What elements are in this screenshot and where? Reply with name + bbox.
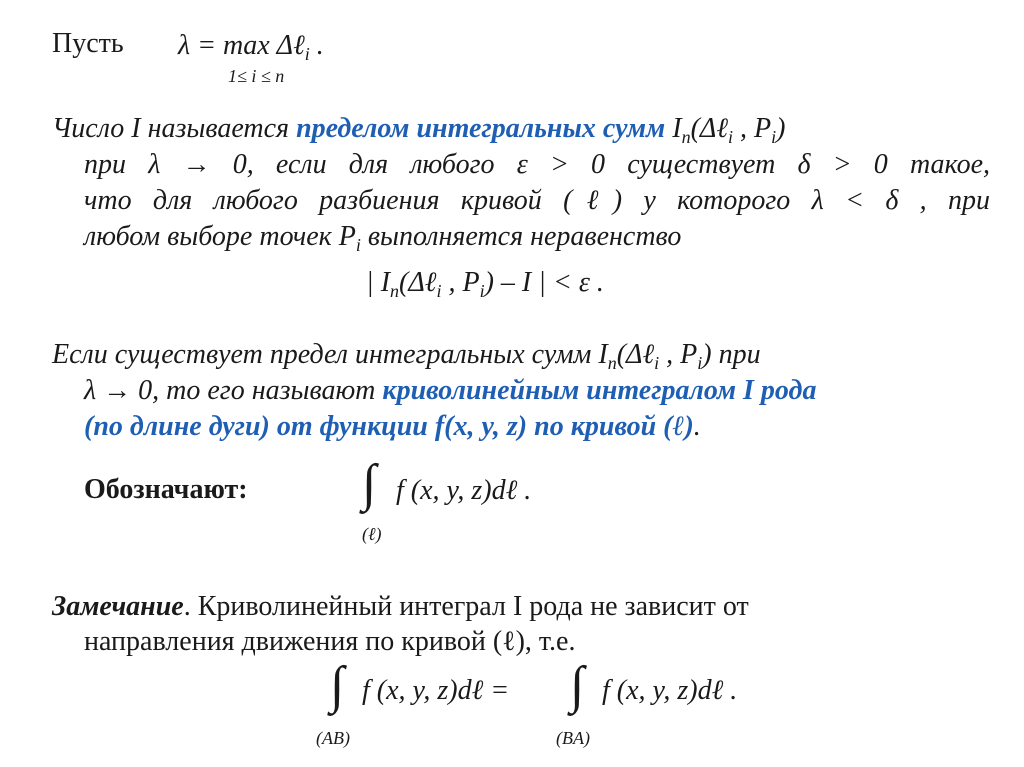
remark-title: Замечание bbox=[52, 591, 184, 622]
inequality-text: выполняется неравенство bbox=[360, 221, 682, 252]
integral-def-text: λ → 0, то его называют bbox=[84, 375, 383, 406]
notation-under: (ℓ) bbox=[362, 524, 382, 544]
definition-line-4 bbox=[84, 220, 681, 262]
inequality-formula bbox=[366, 266, 604, 308]
formula-sub-i: i bbox=[304, 44, 310, 64]
sub-n: n bbox=[607, 353, 617, 373]
sum-symbol: I bbox=[665, 113, 682, 144]
p-symbol: , P bbox=[441, 267, 480, 298]
sub-pi: i bbox=[479, 281, 485, 301]
sub-i: i bbox=[654, 353, 660, 373]
sub-i: i bbox=[436, 281, 442, 301]
notation-integrand: f (x, y, z)dℓ . bbox=[396, 475, 532, 506]
integral-def-line-3 bbox=[84, 410, 701, 444]
points-text: любом выборе точек P bbox=[84, 221, 356, 252]
integral-def-text: Если существует предел интегральных сумм I bbox=[52, 339, 608, 370]
abs-open: | I bbox=[366, 267, 391, 298]
sub-i: i bbox=[727, 127, 733, 147]
definition-line-3: что для любого разбиения кривой (ℓ) у которого λ < δ , при bbox=[84, 185, 990, 216]
let-label: Пусть bbox=[52, 28, 124, 59]
p-symbol: , P bbox=[659, 339, 698, 370]
sub-pi: i bbox=[697, 353, 703, 373]
integral-ab-under: (AB) bbox=[316, 728, 350, 748]
term-limit-integral-sums: пределом интегральных сумм bbox=[296, 113, 666, 144]
when-text: ) при bbox=[702, 339, 761, 370]
definition-text: Число I называется bbox=[52, 113, 297, 144]
remark-text: Криволинейный интеграл I рода не зависит от bbox=[190, 591, 749, 622]
formula-end: . bbox=[316, 30, 324, 61]
term-line-integral-first-kind: криволинейным интегралом I рода bbox=[382, 375, 817, 406]
integral-sign-ab-icon: ∫ bbox=[330, 657, 345, 714]
sub-i: i bbox=[355, 235, 361, 255]
delta-l: (Δℓ bbox=[399, 267, 437, 298]
delta-l: (Δℓ bbox=[616, 339, 655, 370]
abs-close: ) – I | < ε . bbox=[484, 267, 604, 298]
lambda-definition-formula bbox=[178, 30, 324, 65]
remark-line-2: направления движения по кривой (ℓ), т.е. bbox=[84, 626, 576, 657]
notation-label: Обозначают: bbox=[84, 474, 248, 505]
integral-def-line-2 bbox=[84, 374, 816, 408]
integral-ba-under: (BA) bbox=[556, 728, 590, 748]
integral-sign-icon: ∫ bbox=[362, 455, 377, 512]
p-symbol: , P bbox=[733, 113, 772, 144]
formula-main: λ = max Δℓ bbox=[178, 30, 305, 61]
definition-line-2: при λ → 0, если для любого ε > 0 существует δ > 0 такое, bbox=[84, 149, 990, 180]
sub-pi: i bbox=[771, 127, 777, 147]
sub-n: n bbox=[390, 281, 400, 301]
integral-ab-body: f (x, y, z)dℓ = bbox=[362, 675, 510, 706]
sub-n: n bbox=[681, 127, 691, 147]
remark-dot: . bbox=[183, 591, 191, 622]
remark-line-1 bbox=[52, 590, 990, 624]
delta-l: (Δℓ bbox=[690, 113, 728, 144]
term-arc-length-function: (по длине дуги) от функции f(x, y, z) по кривой (ℓ) bbox=[84, 411, 694, 442]
close-paren: ) bbox=[776, 113, 786, 144]
period: . bbox=[693, 411, 701, 442]
max-range-under: 1≤ i ≤ n bbox=[228, 66, 285, 86]
integral-ba-body: f (x, y, z)dℓ . bbox=[602, 675, 738, 706]
integral-sign-ba-icon: ∫ bbox=[570, 657, 585, 714]
